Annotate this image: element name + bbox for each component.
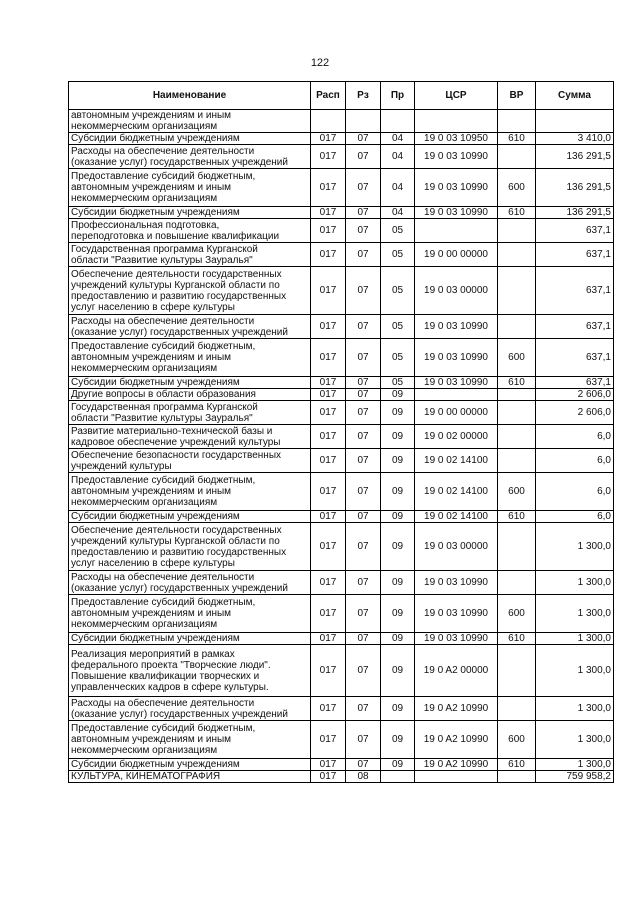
row-sum — [536, 110, 614, 133]
row-csr: 19 0 A2 10990 — [415, 721, 498, 759]
row-vr — [498, 267, 536, 315]
row-vr: 600 — [498, 169, 536, 207]
row-sum: 136 291,5 — [536, 145, 614, 169]
row-pr: 09 — [381, 595, 415, 633]
row-pr: 05 — [381, 267, 415, 315]
table-row — [69, 219, 614, 243]
row-rasp: 017 — [311, 315, 346, 339]
row-vr — [498, 771, 536, 783]
header-name: Наименование — [69, 82, 311, 110]
row-vr — [498, 449, 536, 473]
row-name: Субсидии бюджетным учреждениям — [69, 133, 311, 145]
table-row — [69, 401, 614, 425]
row-csr: 19 0 03 10990 — [415, 595, 498, 633]
table-row — [69, 339, 614, 377]
row-pr: 05 — [381, 315, 415, 339]
table-row — [69, 389, 614, 401]
table-row — [69, 595, 614, 633]
row-name: Реализация мероприятий в рамках федерального проекта "Творческие люди". Повышение квалификации творческих и управленческих кадров в сфере культуры. — [69, 645, 311, 697]
row-sum: 2 606,0 — [536, 401, 614, 425]
table-row — [69, 377, 614, 389]
row-rz: 07 — [346, 243, 381, 267]
row-sum: 759 958,2 — [536, 771, 614, 783]
row-name: Субсидии бюджетным учреждениям — [69, 377, 311, 389]
row-vr — [498, 697, 536, 721]
row-name: Предоставление субсидий бюджетным, автономным учреждениям и иным некоммерческим организациям — [69, 339, 311, 377]
row-rasp: 017 — [311, 523, 346, 571]
row-name: Расходы на обеспечение деятельности (оказание услуг) государственных учреждений — [69, 571, 311, 595]
row-vr — [498, 219, 536, 243]
table-row — [69, 169, 614, 207]
row-sum: 6,0 — [536, 511, 614, 523]
row-csr: 19 0 03 10990 — [415, 633, 498, 645]
row-csr: 19 0 03 10950 — [415, 133, 498, 145]
table-row — [69, 473, 614, 511]
row-rasp: 017 — [311, 207, 346, 219]
table-row — [69, 523, 614, 571]
row-csr — [415, 771, 498, 783]
row-sum: 1 300,0 — [536, 633, 614, 645]
row-sum: 6,0 — [536, 473, 614, 511]
row-csr — [415, 389, 498, 401]
row-vr — [498, 523, 536, 571]
row-rz — [346, 110, 381, 133]
row-rz: 08 — [346, 771, 381, 783]
row-vr: 610 — [498, 133, 536, 145]
row-csr: 19 0 03 10990 — [415, 315, 498, 339]
table-row — [69, 449, 614, 473]
row-name: КУЛЬТУРА, КИНЕМАТОГРАФИЯ — [69, 771, 311, 783]
row-rasp: 017 — [311, 449, 346, 473]
header-rasp: Расп — [311, 82, 346, 110]
row-rasp: 017 — [311, 645, 346, 697]
row-vr — [498, 110, 536, 133]
table-row — [69, 315, 614, 339]
row-vr: 600 — [498, 339, 536, 377]
row-rz: 07 — [346, 133, 381, 145]
table-row — [69, 145, 614, 169]
row-vr — [498, 645, 536, 697]
table-row — [69, 267, 614, 315]
budget-table — [68, 81, 614, 783]
row-name: Субсидии бюджетным учреждениям — [69, 207, 311, 219]
table-header-row — [69, 82, 614, 110]
row-name: Предоставление субсидий бюджетным, автономным учреждениям и иным некоммерческим организациям — [69, 595, 311, 633]
row-name: Предоставление субсидий бюджетным, автономным учреждениям и иным некоммерческим организациям — [69, 169, 311, 207]
row-pr: 04 — [381, 133, 415, 145]
row-rz: 07 — [346, 721, 381, 759]
row-pr: 04 — [381, 207, 415, 219]
row-rz: 07 — [346, 389, 381, 401]
row-rz: 07 — [346, 595, 381, 633]
header-pr: Пр — [381, 82, 415, 110]
header-vr: ВР — [498, 82, 536, 110]
header-rz: Рз — [346, 82, 381, 110]
table-row — [69, 771, 614, 783]
row-rz: 07 — [346, 759, 381, 771]
row-name: Субсидии бюджетным учреждениям — [69, 511, 311, 523]
row-csr — [415, 110, 498, 133]
row-vr — [498, 145, 536, 169]
row-rz: 07 — [346, 219, 381, 243]
row-rasp: 017 — [311, 473, 346, 511]
row-pr: 09 — [381, 571, 415, 595]
table-row — [69, 571, 614, 595]
row-pr: 09 — [381, 523, 415, 571]
row-vr: 600 — [498, 721, 536, 759]
row-rasp: 017 — [311, 219, 346, 243]
row-csr: 19 0 03 00000 — [415, 523, 498, 571]
row-sum: 637,1 — [536, 339, 614, 377]
row-rz: 07 — [346, 339, 381, 377]
row-pr: 09 — [381, 389, 415, 401]
row-rasp: 017 — [311, 571, 346, 595]
row-rasp: 017 — [311, 721, 346, 759]
row-rasp: 017 — [311, 267, 346, 315]
row-name: Государственная программа Курганской области "Развитие культуры Зауралья" — [69, 401, 311, 425]
row-csr: 19 0 02 00000 — [415, 425, 498, 449]
row-pr: 09 — [381, 425, 415, 449]
row-vr: 610 — [498, 633, 536, 645]
table-row — [69, 697, 614, 721]
row-rz: 07 — [346, 697, 381, 721]
table-row — [69, 110, 614, 133]
row-sum: 1 300,0 — [536, 645, 614, 697]
row-pr: 09 — [381, 449, 415, 473]
row-rasp: 017 — [311, 697, 346, 721]
row-pr: 05 — [381, 339, 415, 377]
page-number: 122 — [310, 57, 330, 69]
row-rz: 07 — [346, 571, 381, 595]
row-rasp — [311, 110, 346, 133]
row-sum: 3 410,0 — [536, 133, 614, 145]
row-sum: 6,0 — [536, 449, 614, 473]
row-vr: 610 — [498, 511, 536, 523]
row-rz: 07 — [346, 449, 381, 473]
row-csr: 19 0 03 10990 — [415, 571, 498, 595]
row-csr: 19 0 00 00000 — [415, 243, 498, 267]
row-name: Предоставление субсидий бюджетным, автономным учреждениям и иным некоммерческим организациям — [69, 721, 311, 759]
row-csr: 19 0 A2 10990 — [415, 697, 498, 721]
row-pr: 05 — [381, 219, 415, 243]
row-vr: 600 — [498, 473, 536, 511]
header-csr: ЦСР — [415, 82, 498, 110]
row-csr: 19 0 03 00000 — [415, 267, 498, 315]
row-sum: 136 291,5 — [536, 169, 614, 207]
row-rz: 07 — [346, 645, 381, 697]
row-rz: 07 — [346, 633, 381, 645]
row-csr: 19 0 00 00000 — [415, 401, 498, 425]
row-vr — [498, 315, 536, 339]
row-sum: 1 300,0 — [536, 759, 614, 771]
row-name: Другие вопросы в области образования — [69, 389, 311, 401]
row-pr: 09 — [381, 697, 415, 721]
row-csr: 19 0 03 10990 — [415, 169, 498, 207]
row-rasp: 017 — [311, 759, 346, 771]
row-pr: 05 — [381, 243, 415, 267]
row-name: Субсидии бюджетным учреждениям — [69, 633, 311, 645]
row-pr: 09 — [381, 473, 415, 511]
row-rz: 07 — [346, 315, 381, 339]
row-rasp: 017 — [311, 243, 346, 267]
table-row — [69, 511, 614, 523]
row-rasp: 017 — [311, 169, 346, 207]
row-rasp: 017 — [311, 339, 346, 377]
table-row — [69, 759, 614, 771]
row-rz: 07 — [346, 377, 381, 389]
row-pr: 09 — [381, 645, 415, 697]
row-sum: 637,1 — [536, 243, 614, 267]
row-sum: 1 300,0 — [536, 595, 614, 633]
row-pr: 05 — [381, 377, 415, 389]
row-name: автономным учреждениям и иным некоммерческим организациям — [69, 110, 311, 133]
table-row — [69, 425, 614, 449]
row-csr: 19 0 02 14100 — [415, 511, 498, 523]
table-row — [69, 645, 614, 697]
row-vr: 610 — [498, 207, 536, 219]
row-rz: 07 — [346, 511, 381, 523]
row-vr: 610 — [498, 377, 536, 389]
row-sum: 637,1 — [536, 267, 614, 315]
row-csr — [415, 219, 498, 243]
row-pr: 09 — [381, 721, 415, 759]
row-rz: 07 — [346, 169, 381, 207]
table-row — [69, 633, 614, 645]
row-sum: 637,1 — [536, 315, 614, 339]
row-csr: 19 0 03 10990 — [415, 339, 498, 377]
row-sum: 1 300,0 — [536, 571, 614, 595]
row-rz: 07 — [346, 145, 381, 169]
row-pr: 09 — [381, 759, 415, 771]
row-csr: 19 0 03 10990 — [415, 377, 498, 389]
row-sum: 1 300,0 — [536, 697, 614, 721]
row-rasp: 017 — [311, 771, 346, 783]
row-name: Субсидии бюджетным учреждениям — [69, 759, 311, 771]
row-vr — [498, 243, 536, 267]
row-name: Расходы на обеспечение деятельности (оказание услуг) государственных учреждений — [69, 145, 311, 169]
row-name: Обеспечение безопасности государственных учреждений культуры — [69, 449, 311, 473]
row-csr: 19 0 02 14100 — [415, 473, 498, 511]
row-name: Государственная программа Курганской области "Развитие культуры Зауралья" — [69, 243, 311, 267]
row-csr: 19 0 A2 10990 — [415, 759, 498, 771]
row-sum: 637,1 — [536, 377, 614, 389]
row-pr — [381, 110, 415, 133]
row-vr — [498, 401, 536, 425]
row-vr: 600 — [498, 595, 536, 633]
row-rz: 07 — [346, 267, 381, 315]
row-name: Профессиональная подготовка, переподготовка и повышение квалификации — [69, 219, 311, 243]
row-rasp: 017 — [311, 145, 346, 169]
row-vr — [498, 571, 536, 595]
row-rz: 07 — [346, 425, 381, 449]
row-vr — [498, 389, 536, 401]
row-sum: 136 291,5 — [536, 207, 614, 219]
table-row — [69, 133, 614, 145]
row-rasp: 017 — [311, 633, 346, 645]
row-name: Обеспечение деятельности государственных учреждений культуры Курганской области по предоставлению и развитию государственных услуг населению в сфере культуры — [69, 267, 311, 315]
row-rz: 07 — [346, 401, 381, 425]
row-sum: 6,0 — [536, 425, 614, 449]
row-rasp: 017 — [311, 425, 346, 449]
table-body — [69, 110, 614, 783]
row-sum: 1 300,0 — [536, 523, 614, 571]
row-name: Расходы на обеспечение деятельности (оказание услуг) государственных учреждений — [69, 315, 311, 339]
row-rasp: 017 — [311, 133, 346, 145]
header-sum: Сумма — [536, 82, 614, 110]
row-name: Развитие материально-технической базы и кадровое обеспечение учреждений культуры — [69, 425, 311, 449]
row-rz: 07 — [346, 523, 381, 571]
row-rasp: 017 — [311, 595, 346, 633]
row-sum: 1 300,0 — [536, 721, 614, 759]
row-pr: 04 — [381, 145, 415, 169]
row-name: Предоставление субсидий бюджетным, автономным учреждениям и иным некоммерческим организациям — [69, 473, 311, 511]
table-row — [69, 721, 614, 759]
row-rasp: 017 — [311, 401, 346, 425]
row-pr: 09 — [381, 511, 415, 523]
row-rasp: 017 — [311, 389, 346, 401]
table-row — [69, 243, 614, 267]
row-rz: 07 — [346, 473, 381, 511]
row-rz: 07 — [346, 207, 381, 219]
row-csr: 19 0 02 14100 — [415, 449, 498, 473]
row-pr — [381, 771, 415, 783]
row-sum: 637,1 — [536, 219, 614, 243]
row-csr: 19 0 03 10990 — [415, 207, 498, 219]
row-csr: 19 0 A2 00000 — [415, 645, 498, 697]
row-pr: 09 — [381, 401, 415, 425]
row-pr: 09 — [381, 633, 415, 645]
row-name: Расходы на обеспечение деятельности (оказание услуг) государственных учреждений — [69, 697, 311, 721]
row-vr: 610 — [498, 759, 536, 771]
row-csr: 19 0 03 10990 — [415, 145, 498, 169]
row-sum: 2 606,0 — [536, 389, 614, 401]
row-pr: 04 — [381, 169, 415, 207]
row-name: Обеспечение деятельности государственных учреждений культуры Курганской области по предоставлению и развитию государственных услуг населению в сфере культуры — [69, 523, 311, 571]
row-vr — [498, 425, 536, 449]
table-row — [69, 207, 614, 219]
row-rasp: 017 — [311, 377, 346, 389]
row-rasp: 017 — [311, 511, 346, 523]
